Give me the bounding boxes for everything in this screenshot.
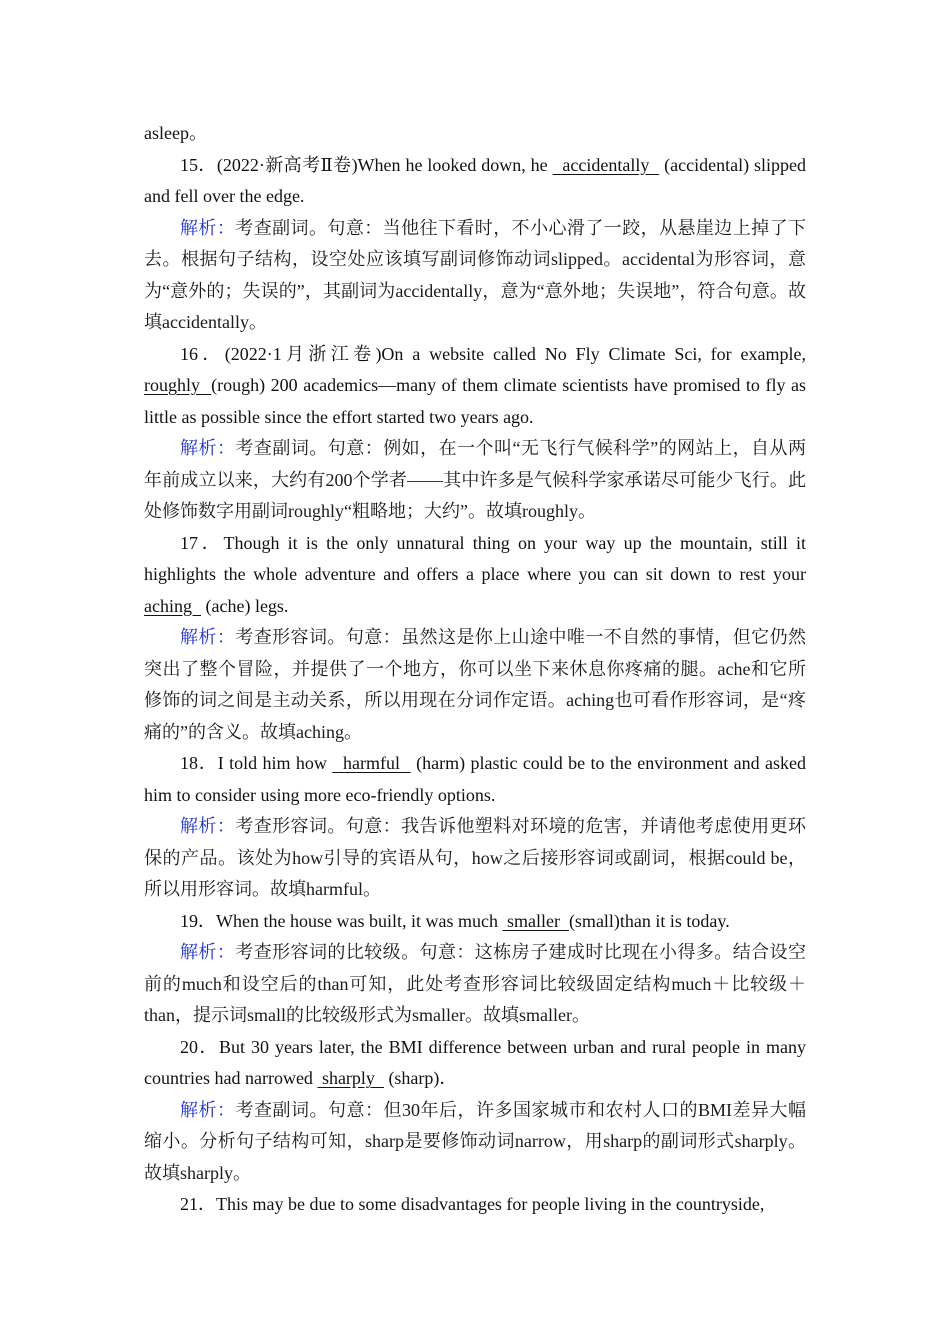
exercise-item xyxy=(144,1032,806,1190)
analysis-text: 解析：考查形容词的比较级。句意：这栋房子建成时比现在小得多。结合设空前的much和设空后的than可知，此处考查形容词比较级固定结构much＋比较级＋than，提示词small的比较级形式为smaller。故填smaller。 xyxy=(144,942,807,1025)
answer-blank: accidentally xyxy=(552,154,660,175)
analysis-text: 解析：考查副词。句意：但30年后，许多国家城市和农村人口的BMI差异大幅缩小。分析句子结构可知，sharp是要修饰动词narrow，用sharp的副词形式sharply。故填sharply。 xyxy=(144,1099,806,1183)
exercise-item xyxy=(144,906,806,1032)
question-text: 21．This may be due to some disadvantages for people living in the countryside, xyxy=(180,1194,765,1214)
answer-blank: roughly xyxy=(144,375,212,395)
question-text: 16．(2022·1月浙江卷)On a website called No Fly Climate Sci, for example, roughly (rough) 200 academics—many of them climate scientists have promised to fly as little as possible since the effort started two years ago. xyxy=(144,343,807,427)
question-text: 19．When the house was built, it was much smaller (small)than it is today. xyxy=(180,910,730,931)
analysis-label: 解析： xyxy=(180,1099,236,1120)
question-text: 15．(2022·新高考Ⅱ卷)When he looked down, he accidentally (accidental) slipped and fell over the edge. xyxy=(144,154,806,206)
question-text: 18．I told him how harmful (harm) plastic could be to the environment and asked him to consider using more eco-friendly options. xyxy=(144,753,806,805)
analysis-text: 解析：考查副词。句意：例如，在一个叫“无飞行气候科学”的网站上，自从两年前成立以来，大约有200个学者——其中许多是气候科学家承诺尽可能少飞行。此处修饰数字用副词roughly“粗略地；大约”。故填roughly。 xyxy=(144,438,806,521)
exercise-item xyxy=(144,748,806,906)
continuation-text: asleep。 xyxy=(144,123,207,143)
question-text: 20．But 30 years later, the BMI difference between urban and rural people in many countries had narrowed sharply (sharp)． xyxy=(144,1036,806,1088)
analysis-label: 解析： xyxy=(180,816,236,836)
analysis-label: 解析： xyxy=(180,217,236,238)
answer-blank: sharply xyxy=(317,1068,384,1088)
exercise-item xyxy=(144,150,806,339)
analysis-text: 解析：考查形容词。句意：虽然这是你上山途中唯一不自然的事情，但它仍然突出了整个冒险，并提供了一个地方，你可以坐下来休息你疼痛的腿。ache和它所修饰的词之间是主动关系，所以用现在分词作定语。aching也可看作形容词，是“疼痛的”的含义。故填aching。 xyxy=(144,627,807,742)
answer-blank: smaller xyxy=(502,910,569,931)
answer-blank: aching xyxy=(144,595,201,616)
question-text: 17．Though it is the only unnatural thing on your way up the mountain, still it highlights the whole adventure and offers a place where you can sit down to rest your aching (ache) legs. xyxy=(144,532,806,616)
exercise-item xyxy=(144,528,806,749)
analysis-label: 解析： xyxy=(180,627,236,647)
answer-blank: harmful xyxy=(332,753,411,773)
analysis-text: 解析：考查副词。句意：当他往下看时，不小心滑了一跤，从悬崖边上掉了下去。根据句子结构，设空处应该填写副词修饰动词slipped。accidental为形容词，意为“意外的；失误的”，其副词为accidentally，意为“意外地；失误地”，符合句意。故填accidentally。 xyxy=(144,217,807,332)
exercise-item xyxy=(144,339,806,528)
analysis-text: 解析：考查形容词。句意：我告诉他塑料对环境的危害，并请他考虑使用更环保的产品。该处为how引导的宾语从句，how之后接形容词或副词，根据could be，所以用形容词。故填harmful。 xyxy=(144,816,807,899)
analysis-label: 解析： xyxy=(180,438,236,458)
analysis-label: 解析： xyxy=(180,942,236,962)
document-page xyxy=(144,118,806,1221)
